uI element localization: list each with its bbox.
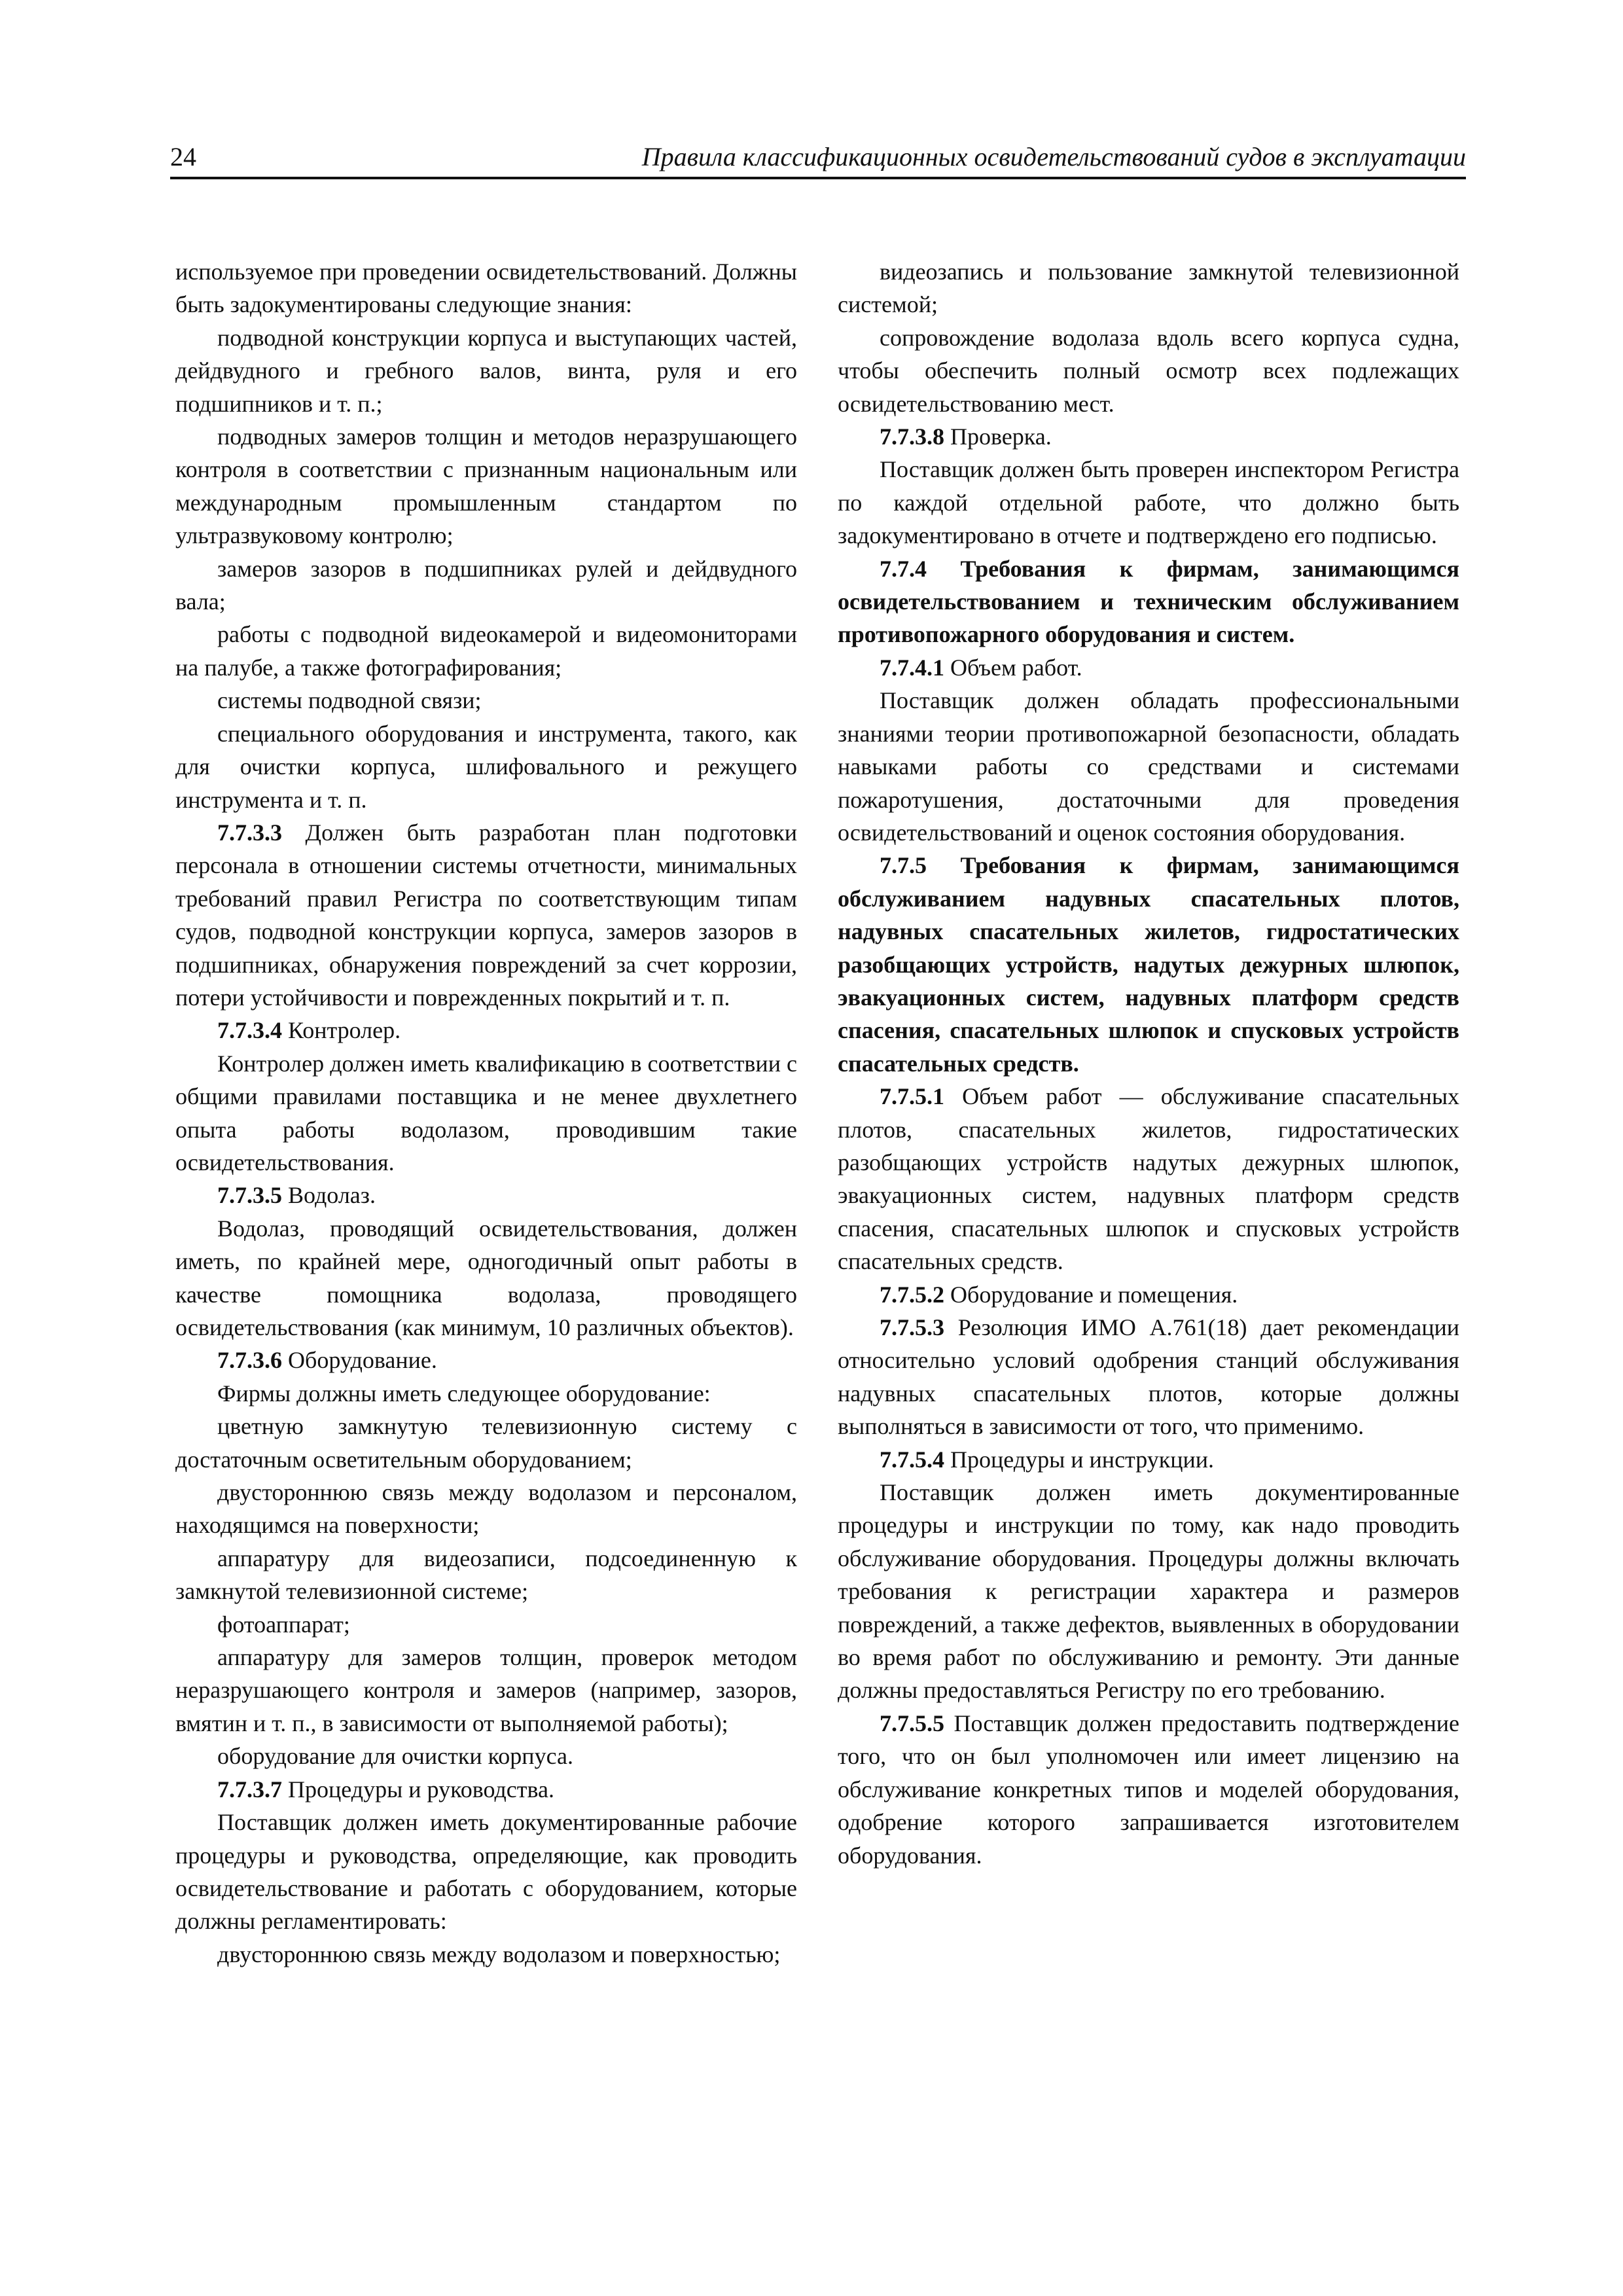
section-number: 7.7.5.3 [880, 1314, 944, 1340]
paragraph [175, 717, 797, 816]
paragraph-text: замеров зазоров в подшипниках рулей и дейдвудного вала; [175, 555, 797, 615]
paragraph-text: Поставщик должен быть проверен инспектором Регистра по каждой отдельной работе, что должно быть задокументировано в отчете и подтверждено его подписью. [838, 456, 1459, 549]
paragraph [175, 1542, 797, 1608]
paragraph [838, 849, 1459, 1080]
paragraph [838, 1080, 1459, 1278]
paragraph-text: аппаратуру для замеров толщин, проверок методом неразрушающего контроля и замеров (например, зазоров, вмятин и т. п., в зависимости от выполняемой работы); [175, 1644, 797, 1736]
left-column [175, 255, 797, 1971]
paragraph [838, 1278, 1459, 1311]
section-number: 7.7.3.8 [880, 423, 944, 450]
paragraph [175, 420, 797, 552]
paragraph-text: работы с подводной видеокамерой и видеомониторами на палубе, а также фотографирования; [175, 621, 797, 681]
paragraph-text: Объем работ — обслуживание спасательных плотов, спасательных жилетов, гидростатических разобщающих устройств надутых дежурных шлюпок, эвакуационных систем, надувных платформ средств спасения, спасательных шлюпок и спусковых устройств спасательных средств. [838, 1083, 1459, 1275]
paragraph [175, 1740, 797, 1772]
paragraph [175, 1476, 797, 1542]
paragraph [838, 321, 1459, 420]
paragraph [175, 1608, 797, 1641]
paragraph-text: Поставщик должен обладать профессиональными знаниями теории противопожарной безопасности, обладать навыками работы со средствами и системами пожаротушения, достаточными для проведения освидетельствований и оценок состояния оборудования. [838, 687, 1459, 846]
paragraph-text: Проверка. [944, 423, 1052, 450]
section-number: 7.7.3.5 [217, 1182, 282, 1209]
section-number: 7.7.3.4 [217, 1017, 282, 1044]
paragraph-text: Оборудование и помещения. [944, 1281, 1238, 1308]
paragraph [838, 453, 1459, 552]
right-column [838, 255, 1459, 1872]
section-number: 7.7.3.6 [217, 1347, 282, 1374]
paragraph [175, 1377, 797, 1410]
paragraph-text: видеозапись и пользование замкнутой телевизионной системой; [838, 259, 1459, 318]
paragraph-text: оборудование для очистки корпуса. [217, 1743, 573, 1770]
paragraph [175, 1641, 797, 1740]
paragraph-text: Процедуры и инструкции. [944, 1446, 1215, 1473]
paragraph-text: Водолаз, проводящий освидетельствования, должен иметь, по крайней мере, одногодичный опыт работы в качестве помощника водолаза, проводящего освидетельствования (как минимум, 10 различных объектов). [175, 1215, 797, 1340]
paragraph [175, 1410, 797, 1476]
section-number: 7.7.5.1 [880, 1083, 944, 1110]
paragraph [175, 1047, 797, 1179]
paragraph [175, 1938, 797, 1971]
paragraph [175, 1806, 797, 1938]
paragraph [838, 1476, 1459, 1707]
paragraph [175, 618, 797, 684]
paragraph [175, 1344, 797, 1376]
paragraph [175, 1212, 797, 1344]
paragraph [175, 684, 797, 717]
paragraph [175, 255, 797, 321]
section-number: 7.7.3.7 [217, 1776, 282, 1803]
paragraph-text: двустороннюю связь между водолазом и поверхностью; [217, 1941, 781, 1967]
paragraph-text: Объем работ. [944, 654, 1082, 681]
paragraph-text: подводных замеров толщин и методов неразрушающего контроля в соответствии с признанным национальным или международным промышленным стандартом по ультразвуковому контролю; [175, 423, 797, 549]
paragraph [838, 651, 1459, 684]
paragraph [838, 552, 1459, 651]
paragraph [838, 1707, 1459, 1872]
paragraph [175, 1773, 797, 1806]
paragraph-text: Оборудование. [282, 1347, 437, 1374]
paragraph-text: 7.7.4 Требования к фирмам, занимающимся освидетельствованием и техническим обслуживанием противопожарного оборудования и систем. [838, 555, 1459, 648]
paragraph [175, 1179, 797, 1211]
paragraph [175, 552, 797, 619]
paragraph-text: системы подводной связи; [217, 687, 482, 714]
paragraph-text: двустороннюю связь между водолазом и персоналом, находящимся на поверхности; [175, 1479, 797, 1539]
section-number: 7.7.4.1 [880, 654, 944, 681]
paragraph-text: подводной конструкции корпуса и выступающих частей, дейдвудного и гребного валов, винта, руля и его подшипников и т. п.; [175, 324, 797, 417]
running-header [170, 139, 1466, 179]
paragraph-text: Фирмы должны иметь следующее оборудование: [217, 1380, 711, 1407]
paragraph-text: Водолаз. [282, 1182, 376, 1209]
section-number: 7.7.5.4 [880, 1446, 944, 1473]
paragraph-text: 7.7.5 Требования к фирмам, занимающимся обслуживанием надувных спасательных плотов, надувных спасательных жилетов, гидростатических разобщающих устройств, надутых дежурных шлюпок, эвакуационных систем, надувных платформ средств спасения, спасательных шлюпок и спусковых устройств спасательных средств. [838, 852, 1459, 1077]
paragraph-text: Должен быть разработан план подготовки персонала в отношении системы отчетности, минимальных требований правил Регистра по соответствующим типам судов, подводной конструкции корпуса, замеров зазоров в подшипниках, обнаружения повреждений за счет коррозии, потери устойчивости и поврежденных покрытий и т. п. [175, 819, 797, 1011]
paragraph-text: фотоаппарат; [217, 1611, 350, 1638]
running-title: Правила классификационных освидетельствований судов в эксплуатации [641, 142, 1466, 171]
paragraph [838, 1311, 1459, 1443]
paragraph-text: Процедуры и руководства. [282, 1776, 554, 1803]
paragraph-text: Контролер должен иметь квалификацию в соответствии с общими правилами поставщика и не менее двухлетнего опыта работы водолазом, проводившим такие освидетельствования. [175, 1050, 797, 1175]
section-number: 7.7.5.2 [880, 1281, 944, 1308]
paragraph [175, 321, 797, 420]
paragraph [175, 1014, 797, 1047]
paragraph-text: Поставщик должен предоставить подтверждение того, что он был уполномочен или имеет лицензию на обслуживание конкретных типов и моделей оборудования, одобрение которого запрашивается изготовителем оборудования. [838, 1710, 1459, 1869]
paragraph-text: сопровождение водолаза вдоль всего корпуса судна, чтобы обеспечить полный осмотр всех подлежащих освидетельствованию мест. [838, 324, 1459, 417]
paragraph [838, 684, 1459, 849]
page-number: 24 [170, 142, 196, 171]
section-number: 7.7.3.3 [217, 819, 282, 846]
paragraph-text: Резолюция ИМО А.761(18) дает рекомендации относительно условий одобрения станций обслуживания надувных спасательных плотов, которые должны выполняться в зависимости от того, что применимо. [838, 1314, 1459, 1440]
paragraph [838, 255, 1459, 321]
paragraph [838, 1443, 1459, 1476]
paragraph-text: аппаратуру для видеозаписи, подсоединенную к замкнутой телевизионной системе; [175, 1545, 797, 1605]
paragraph [838, 420, 1459, 453]
paragraph-text: используемое при проведении освидетельствований. Должны быть задокументированы следующие знания: [175, 259, 797, 318]
paragraph-text: Контролер. [282, 1017, 401, 1044]
paragraph-text: Поставщик должен иметь документированные рабочие процедуры и руководства, определяющие, как проводить освидетельствование и работать с оборудованием, которые должны регламентировать: [175, 1809, 797, 1935]
paragraph [175, 816, 797, 1014]
section-number: 7.7.5.5 [880, 1710, 944, 1736]
paragraph-text: Поставщик должен иметь документированные процедуры и инструкции по тому, как надо проводить обслуживание оборудования. Процедуры должны включать требования к регистрации характера и размеров повреждений, а также дефектов, выявленных в оборудовании во время работ по обслуживанию и ремонту. Эти данные должны предоставляться Регистру по его требованию. [838, 1479, 1459, 1704]
paragraph-text: цветную замкнутую телевизионную систему с достаточным осветительным оборудованием; [175, 1413, 797, 1473]
paragraph-text: специального оборудования и инструмента, такого, как для очистки корпуса, шлифовального и режущего инструмента и т. п. [175, 720, 797, 813]
